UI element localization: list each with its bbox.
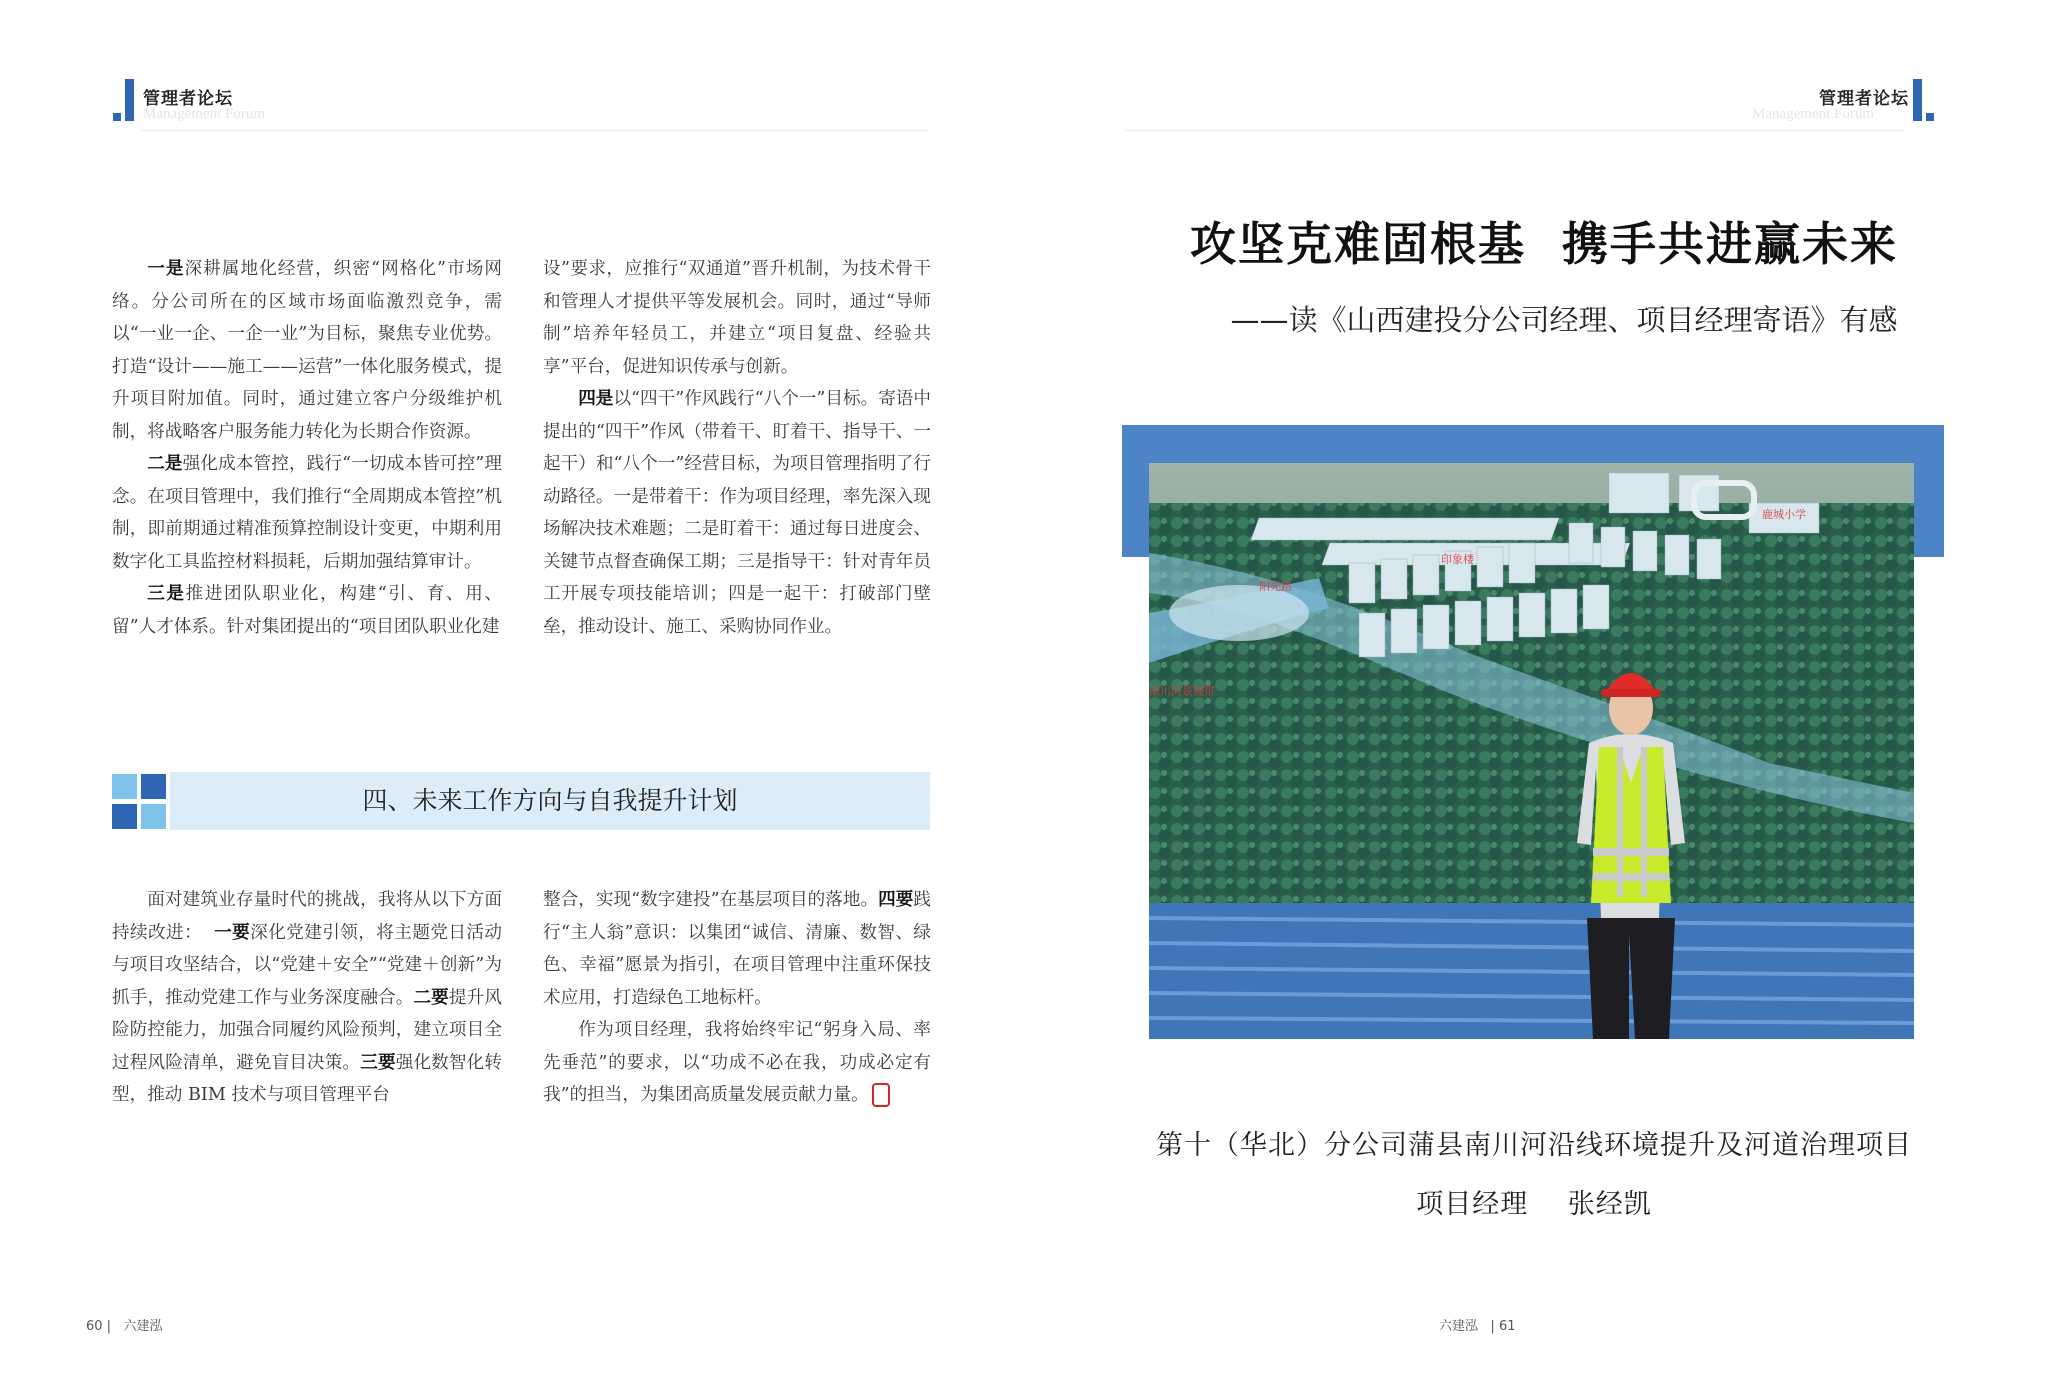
section-square bbox=[112, 774, 137, 799]
paragraph-text: 强化成本管控，践行“一切成本皆可控”理念。在项目管理中，我们推行“全周期成本管控”机制，即前期通过精准预算控制设计变更，中期利用数字化工具监控材料损耗，后期加强结算审计。 bbox=[112, 454, 502, 572]
page-number: 60 bbox=[86, 1319, 103, 1334]
text-column-4 bbox=[543, 884, 931, 1112]
paragraph bbox=[543, 253, 931, 383]
paragraph-text: 深耕属地化经营，织密“网格化”市场网络。分公司所在的区域市场面临激烈竞争，需以“一业一企、一企一业”为目标，聚焦专业优势。打造“设计——施工——运营”一体化服务模式，提升项目附加值。同时，通过建立客户分级维护机制，将战略客户服务能力转化为长期合作资源。 bbox=[112, 259, 502, 442]
paragraph-lead: 三是 bbox=[147, 583, 186, 604]
text-column-3 bbox=[112, 884, 502, 1112]
photo-illustration bbox=[1149, 463, 1914, 1039]
map-label: 鹿城小学 bbox=[1762, 508, 1806, 521]
header-title: 管理者论坛 bbox=[143, 89, 233, 109]
paragraph bbox=[112, 253, 502, 448]
header-subtitle: Management Forum bbox=[1752, 106, 1875, 122]
paragraph-text: 设”要求，应推行“双通道”晋升机制，为技术骨干和管理人才提供平等发展机会。同时，通过“导师制”培养年轻员工，并建立“项目复盘、经验共享”平台，促进知识传承与创新。 bbox=[543, 259, 931, 377]
section-square bbox=[141, 804, 166, 829]
paragraph-text: 推进团队职业化，构建“引、育、用、留”人才体系。针对集团提出的“项目团队职业化建 bbox=[112, 584, 502, 637]
section-square bbox=[141, 774, 166, 799]
paragraph-lead: 四要 bbox=[878, 889, 914, 910]
header-accent-bar bbox=[1913, 79, 1922, 121]
photo-caption: 第十（华北）分公司蒲县南川河沿线环境提升及河道治理项目 bbox=[1156, 1130, 1912, 1161]
paragraph bbox=[543, 383, 931, 643]
article-title: 攻坚克难固根基 携手共进赢未来 bbox=[1189, 217, 1899, 271]
map-label: 南川河景观带 bbox=[1149, 685, 1215, 698]
project-photo bbox=[1149, 463, 1914, 1039]
paragraph-text: 践行“主人翁”意识：以集团“诚信、清廉、数智、绿色、幸福”愿景为指引，在项目管理中注重环保技术应用，打造绿色工地标杆。 bbox=[543, 890, 931, 1008]
paragraph-text: 作为项目经理，我将始终牢记“躬身入局、率先垂范”的要求，以“功成不必在我，功成必定有我”的担当，为集团高质量发展贡献力量。 bbox=[543, 1020, 931, 1105]
header-accent-square bbox=[1926, 113, 1934, 121]
header-accent-square bbox=[113, 113, 121, 121]
author-name: 张经凯 bbox=[1567, 1189, 1652, 1220]
paragraph-text: 以“四干”作风践行“八个一”目标。寄语中提出的“四干”作风（带着干、盯着干、指导干、一起干）和“八个一”经营目标，为项目管理指明了行动路径。一是带着干：作为项目经理，率先深入现场解决技术难题；二是盯着干：通过每日进度会、关键节点督查确保工期；三是指导干：针对青年员工开展专项技能培训；四是一起干：打破部门壁垒，推动设计、施工、采购协同作业。 bbox=[543, 389, 931, 637]
header-title: 管理者论坛 bbox=[1819, 89, 1909, 109]
page-footer: 60 | 六建泓 bbox=[86, 1319, 163, 1334]
paragraph-text: 深化党建引领，将主题党日活动与项目攻坚结合，以“党建＋安全”“党建＋创新”为抓手，推动党建工作与业务深度融合。 bbox=[112, 922, 502, 1008]
paragraph bbox=[543, 884, 931, 1014]
author-line bbox=[1274, 1182, 1794, 1221]
seal-icon bbox=[872, 1083, 890, 1107]
paragraph-text: 强化数智化转型，推动 BIM 技术与项目管理平台 bbox=[112, 1052, 502, 1105]
paragraph-lead: 一要 bbox=[214, 921, 251, 943]
paragraph-lead: 三要 bbox=[360, 1051, 396, 1073]
map-label: 印象楼 bbox=[1441, 553, 1474, 566]
text-column-2 bbox=[543, 253, 931, 643]
header-subtitle: Management Forum bbox=[143, 106, 266, 122]
header-divider bbox=[1124, 130, 1904, 131]
header-divider bbox=[140, 130, 930, 131]
text-column-1 bbox=[112, 253, 502, 643]
paragraph bbox=[543, 1014, 931, 1112]
map-label: 阳光路 bbox=[1259, 580, 1292, 593]
paragraph-text: 面对建筑业存量时代的挑战，我将从以下方面持续改进： bbox=[112, 890, 502, 943]
paragraph-text: 整合，实现“数字建投”在基层项目的落地。 bbox=[543, 890, 879, 910]
section-title: 四、未来工作方向与自我提升计划 bbox=[362, 786, 738, 815]
section-square bbox=[112, 804, 137, 829]
paragraph-lead: 二要 bbox=[413, 986, 449, 1008]
paragraph-text: 提升风险防控能力，加强合同履约风险预判，建立项目全过程风险清单，避免盲目决策。 bbox=[112, 987, 502, 1073]
paragraph-lead: 一是 bbox=[147, 258, 185, 279]
paragraph bbox=[112, 578, 502, 643]
page-number: 61 bbox=[1498, 1319, 1516, 1334]
article-subtitle: ——读《山西建投分公司经理、项目经理寄语》有感 bbox=[1230, 303, 1898, 337]
right-page bbox=[1024, 0, 2048, 1399]
paragraph-lead: 二是 bbox=[147, 453, 183, 474]
paragraph bbox=[112, 884, 502, 1112]
page-footer: 六建泓 | 61 bbox=[1439, 1319, 1516, 1334]
header-accent-bar bbox=[125, 79, 134, 121]
author-role: 项目经理 bbox=[1416, 1189, 1529, 1220]
paragraph-lead: 四是 bbox=[578, 388, 614, 409]
paragraph bbox=[112, 448, 502, 578]
publication-name: 六建泓 bbox=[1439, 1319, 1479, 1334]
publication-name: 六建泓 bbox=[123, 1319, 163, 1334]
